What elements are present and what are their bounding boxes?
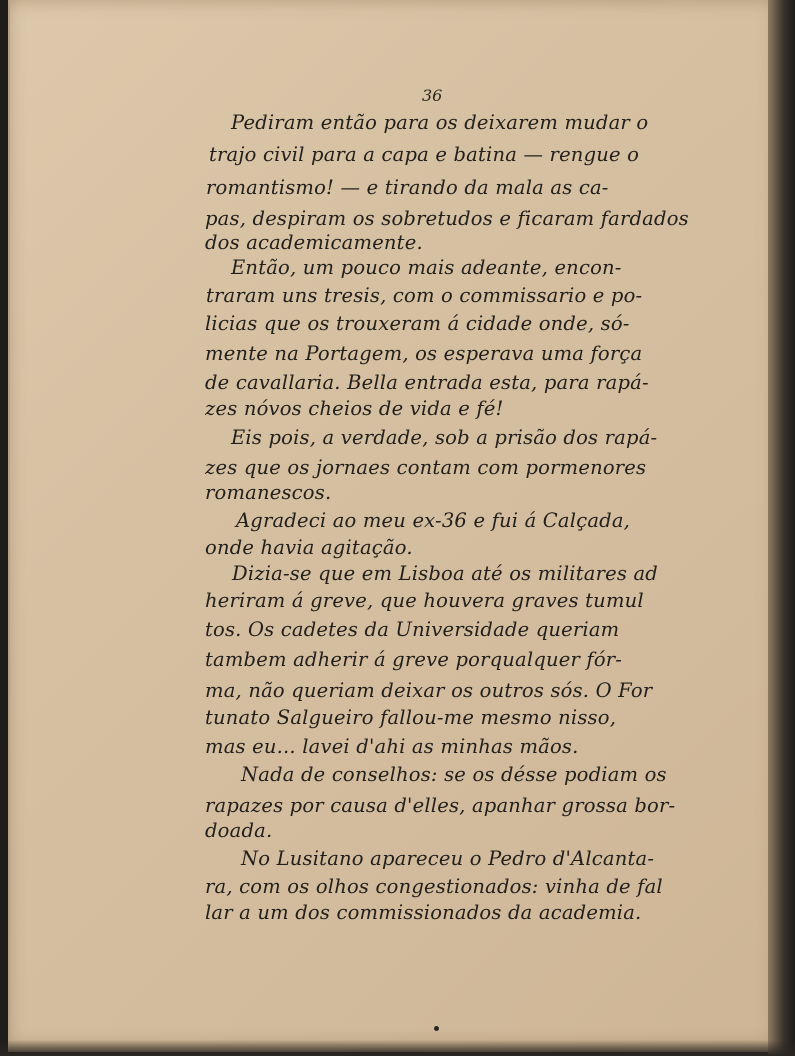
text-line: mas eu... lavei d'ahi as minhas mãos. [205, 735, 579, 758]
page-number: 36 [422, 86, 443, 105]
text-line: romantismo! — e tirando da mala as ca- [206, 176, 609, 199]
text-line: Nada de conselhos: se os désse podiam os [241, 763, 667, 786]
ink-dot [434, 1026, 439, 1031]
text-line: Pediram então para os deixarem mudar o [231, 111, 649, 134]
text-line: tos. Os cadetes da Universidade queriam [205, 618, 620, 641]
text-line: ma, não queriam deixar os outros sós. O For [205, 679, 653, 702]
text-line: rapazes por causa d'elles, apanhar grossa bor- [205, 794, 676, 817]
text-line: zes nóvos cheios de vida e fé! [205, 397, 504, 420]
text-line: dos academicamente. [205, 231, 423, 254]
text-line: onde havia agitação. [205, 536, 413, 559]
text-line: ra, com os olhos congestionados: vinha de fal [205, 875, 663, 898]
text-line: doada. [205, 819, 273, 842]
text-line: No Lusitano apareceu o Pedro d'Alcanta- [241, 847, 655, 870]
text-line: trajo civil para a capa e batina — rengue o [209, 143, 640, 166]
text-line: lar a um dos commissionados da academia. [205, 901, 642, 924]
text-line: de cavallaria. Bella entrada esta, para rapá- [205, 371, 649, 394]
text-line: pas, despiram os sobretudos e ficaram fardados [205, 207, 689, 230]
text-line: Agradeci ao meu ex-36 e fui á Calçada, [236, 509, 631, 532]
text-line: Eis pois, a verdade, sob a prisão dos rapá- [231, 426, 658, 449]
text-line: tunato Salgueiro fallou-me mesmo nisso, [205, 706, 617, 729]
text-line: heriram á greve, que houvera graves tumul [205, 589, 644, 612]
text-line: Então, um pouco mais adeante, encon- [231, 256, 622, 279]
text-line: tambem adherir á greve porqualquer fór- [205, 648, 623, 671]
text-line: romanescos. [205, 481, 332, 504]
text-line: traram uns tresis, com o commissario e po- [206, 284, 643, 307]
text-line: mente na Portagem, os esperava uma força [205, 342, 643, 365]
text-line: zes que os jornaes contam com pormenores [205, 456, 647, 479]
text-line: Dizia-se que em Lisboa até os militares ad [232, 562, 658, 585]
text-line: licias que os trouxeram á cidade onde, só- [205, 312, 630, 335]
